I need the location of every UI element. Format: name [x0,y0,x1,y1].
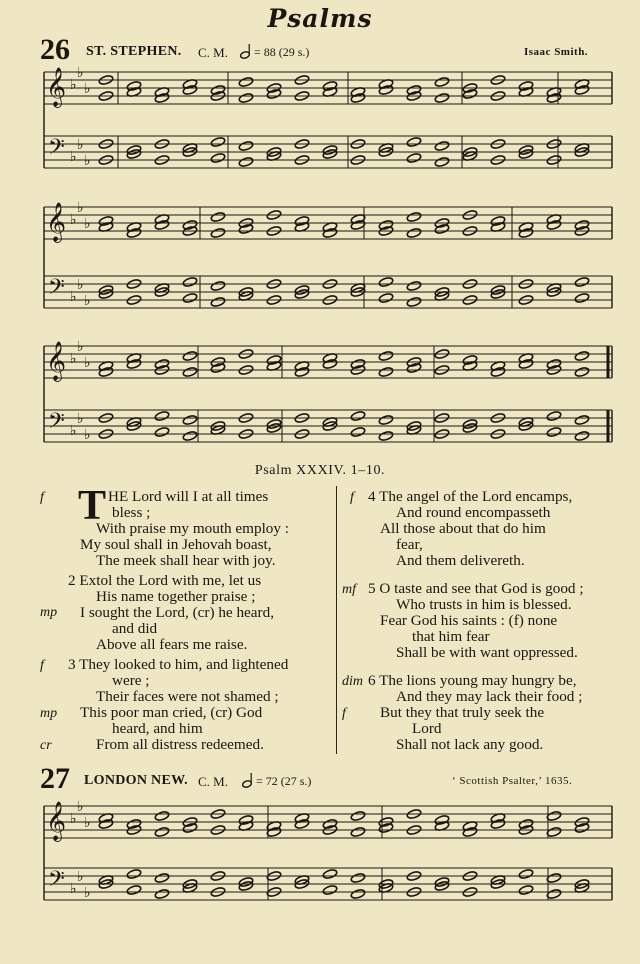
svg-text:♭: ♭ [84,355,91,371]
verse-line: 2 Extol the Lord with me, let us [68,572,262,589]
verse-line: 6 The lions young may hungry be, [368,672,577,689]
dynamic-mark: f [40,658,44,673]
verse-line: 5 O taste and see that God is good ; [368,580,584,597]
svg-text:♭: ♭ [84,885,91,901]
meter: C. M. [198,774,228,789]
svg-text:♭: ♭ [70,289,77,305]
verse-line: With praise my mouth employ : [96,520,290,537]
svg-text:♭: ♭ [77,799,84,815]
verse-line: The meek shall hear with joy. [96,552,276,569]
drop-cap: T [78,483,107,529]
verse-line: I sought the Lord, (cr) he heard, [80,604,274,621]
svg-text:♭: ♭ [77,339,84,355]
verse-line: My soul shall in Jehovah boast, [80,536,272,553]
dynamic-mark: mf [342,582,356,597]
verse-line: fear, [396,536,423,553]
svg-text:♭: ♭ [84,427,91,443]
verse-line: Above all fears me raise. [96,636,248,653]
svg-text:𝄢: 𝄢 [48,275,65,305]
hymn-number: 26 [40,33,70,66]
verse-line: 4 The angel of the Lord encamps, [368,488,573,505]
verse-line: From all distress redeemed. [96,736,264,753]
svg-text:♭: ♭ [84,815,91,831]
verse-line: His name together praise ; [96,588,256,605]
svg-text:𝄞: 𝄞 [46,67,67,107]
svg-text:♭: ♭ [77,137,84,153]
dynamic-mark: cr [40,738,52,753]
dynamic-mark: f [342,706,346,721]
psalm-reference: Psalm XXXIV. 1–10. [254,463,386,478]
dynamic-mark: f [350,490,354,505]
verse-line: And round encompasseth [396,504,551,521]
svg-text:♭: ♭ [70,811,77,827]
composer: Isaac Smith. [524,46,589,58]
verse-line: All those about that do him [380,520,546,537]
svg-text:𝄞: 𝄞 [46,202,67,242]
svg-text:♭: ♭ [70,212,77,228]
verse-line: and did [112,620,158,637]
svg-text:♭: ♭ [84,293,91,309]
dynamic-mark: dim [342,674,363,689]
svg-text:♭: ♭ [70,77,77,93]
verse-line: HE Lord will I at all times [108,488,269,505]
hymn-number: 27 [40,762,70,795]
svg-text:𝄢: 𝄢 [48,135,65,165]
verse-line: Shall be with want oppressed. [396,644,578,661]
verse-line: Who trusts in him is blessed. [396,596,572,613]
tempo-marking: = 72 (27 s.) [256,774,312,788]
svg-text:♭: ♭ [84,216,91,232]
dynamic-mark: mp [40,605,58,620]
composer: ‘ Scottish Psalter,’ 1635. [452,775,573,787]
tempo-marking: = 88 (29 s.) [254,45,310,59]
svg-text:♭: ♭ [70,423,77,439]
verse-line: But they that truly seek the [380,704,545,721]
verse-line: Fear God his saints : (f) none [380,612,558,629]
svg-text:♭: ♭ [84,81,91,97]
half-note-icon [242,772,256,793]
dynamic-mark: mp [40,706,58,721]
svg-text:♭: ♭ [77,869,84,885]
verse-line: heard, and him [112,720,203,737]
verse-line: Lord [412,720,442,737]
verse-line: Shall not lack any good. [396,736,544,753]
svg-text:♭: ♭ [77,200,84,216]
svg-text:♭: ♭ [84,153,91,169]
verse-line: were ; [112,672,150,689]
verse-line: Their faces were not shamed ; [96,688,279,705]
svg-text:♭: ♭ [77,411,84,427]
verse-line: that him fear [412,628,490,645]
svg-text:♭: ♭ [70,881,77,897]
tune-name: ST. STEPHEN. [86,44,182,59]
svg-text:𝄞: 𝄞 [46,341,67,381]
page-header: Psalms [267,4,373,33]
svg-text:♭: ♭ [77,65,84,81]
tune-name: LONDON NEW. [84,773,188,788]
column-divider [336,486,337,754]
svg-text:𝄢: 𝄢 [48,409,65,439]
verse-line: This poor man cried, (cr) God [80,704,263,721]
verse-line: bless ; [112,504,151,521]
verse-line: 3 They looked to him, and lightened [68,656,289,673]
svg-text:♭: ♭ [70,149,77,165]
verse-line: And them delivereth. [396,552,525,569]
svg-text:♭: ♭ [77,277,84,293]
dynamic-mark: f [40,490,44,505]
meter: C. M. [198,45,228,60]
svg-text:𝄢: 𝄢 [48,867,65,897]
svg-text:♭: ♭ [70,351,77,367]
verse-line: And they may lack their food ; [396,688,583,705]
svg-text:𝄞: 𝄞 [46,801,67,841]
